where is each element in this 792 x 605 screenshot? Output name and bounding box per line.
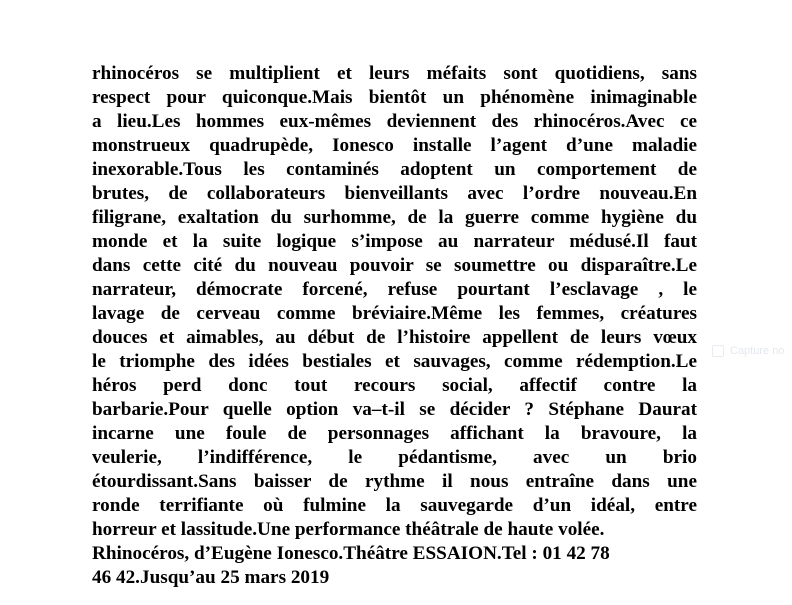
text-line: veulerie, l’indifférence, le pédantisme, avec un brio bbox=[92, 447, 697, 468]
text-line: 46 42.Jusqu’au 25 mars 2019 bbox=[92, 567, 330, 588]
text-line: a lieu.Les hommes eux-mêmes deviennent des rhinocéros.Avec ce bbox=[92, 111, 697, 132]
text-line: Rhinocéros, d’Eugène Ionesco.Théâtre ESSAION.Tel : 01 42 78 bbox=[92, 543, 610, 564]
text-line: douces et aimables, au début de l’histoire appellent de leurs vœux bbox=[92, 327, 697, 348]
text-line: le triomphe des idées bestiales et sauvages, comme rédemption.Le bbox=[92, 351, 697, 372]
text-line: respect pour quiconque.Mais bientôt un phénomène inimaginable bbox=[92, 87, 697, 108]
text-line: barbarie.Pour quelle option va–t-il se décider ? Stéphane Daurat bbox=[92, 399, 697, 420]
text-line: inexorable.Tous les contaminés adoptent un comportement de bbox=[92, 159, 697, 180]
text-line: étourdissant.Sans baisser de rythme il nous entraîne dans une bbox=[92, 471, 697, 492]
text-line: brutes, de collaborateurs bienveillants avec l’ordre nouveau.En bbox=[92, 183, 697, 204]
capture-hint bbox=[712, 341, 792, 361]
text-line: incarne une foule de personnages affichant la bravoure, la bbox=[92, 423, 697, 444]
text-line: dans cette cité du nouveau pouvoir se soumettre ou disparaître.Le bbox=[92, 255, 697, 276]
text-line: lavage de cerveau comme bréviaire.Même les femmes, créatures bbox=[92, 303, 697, 324]
text-line: narrateur, démocrate forcené, refuse pourtant l’esclavage , le bbox=[92, 279, 697, 300]
article-text bbox=[92, 62, 697, 590]
text-line: ronde terrifiante où fulmine la sauvegarde d’un idéal, entre bbox=[92, 495, 697, 516]
capture-label: Capture no bbox=[730, 345, 785, 357]
text-line: filigrane, exaltation du surhomme, de la guerre comme hygiène du bbox=[92, 207, 697, 228]
text-line: monstrueux quadrupède, Ionesco installe l’agent d’une maladie bbox=[92, 135, 697, 156]
text-line: rhinocéros se multiplient et leurs méfaits sont quotidiens, sans bbox=[92, 63, 697, 84]
text-line: horreur et lassitude.Une performance théâtrale de haute volée. bbox=[92, 519, 605, 540]
text-line: héros perd donc tout recours social, affectif contre la bbox=[92, 375, 697, 396]
capture-icon bbox=[712, 345, 724, 357]
text-line: monde et la suite logique s’impose au narrateur médusé.Il faut bbox=[92, 231, 697, 252]
